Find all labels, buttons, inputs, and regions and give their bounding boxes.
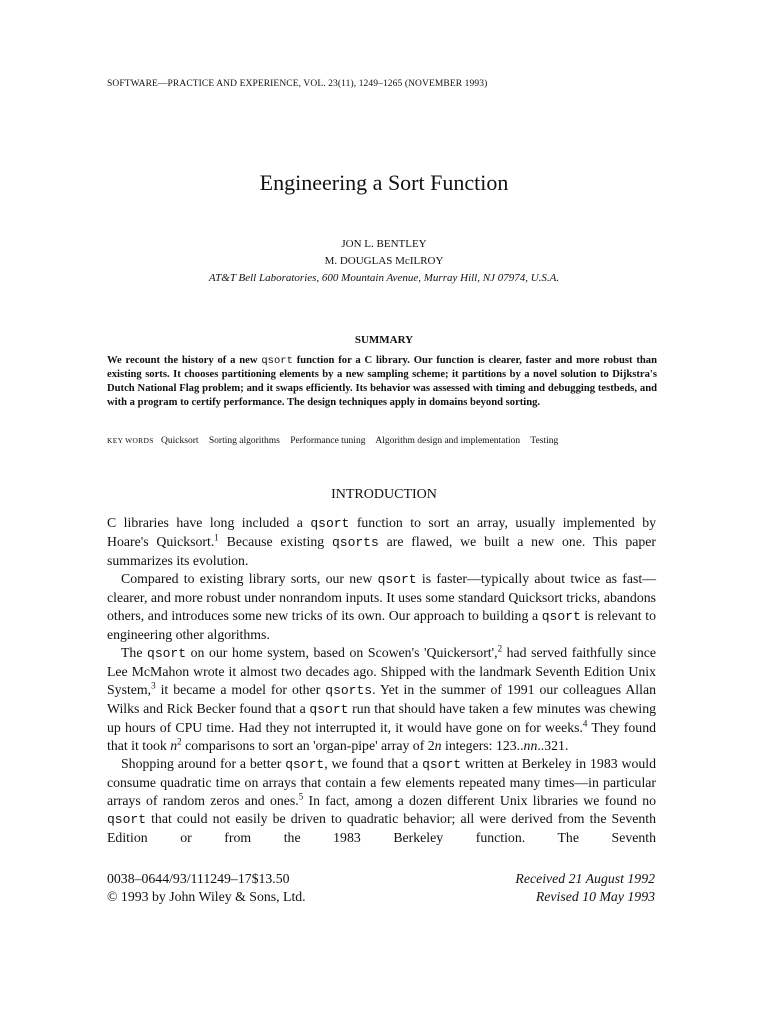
paragraph: The qsort on our home system, based on Scowen's 'Quickersort',$^2$ had served faithfully since Lee McMahon wrote it almost two decades ago. Shipped with the landmark Seventh Edition Unix System,$^3$ it became a model for other qsorts. Yet in the summer of 1991 our colleagues Allan Wilks and Rick Becker found that a qsort run that should have taken a few minutes was chewing up hours of CPU time. Had they not interrupted it, it would have gone on for weeks.$^4$ They found that it took $n^2$ comparisons to sort an 'organ-pipe' array of 2n integers: 123..nn..321. [107, 643, 657, 753]
footer-copyright: © 1993 by John Wiley & Sons, Ltd. [107, 889, 306, 904]
paragraph: Compared to existing library sorts, our new qsort is faster—typically about twice as fast—clearer, and more robust under nonrandom inputs. It uses some standard Quicksort tricks, abandons others, and introduces some new tricks of its own. Our approach to building a qsort is relevant to engineering other algorithms. [107, 571, 656, 642]
running-head: SOFTWARE—PRACTICE AND EXPERIENCE, VOL. 23(11), 1249–1265 (NOVEMBER 1993) [107, 79, 488, 89]
paragraph: C libraries have long included a qsort function to sort an array, usually implemented by [107, 515, 656, 531]
keyword: Testing [530, 436, 559, 446]
paragraph: summarizes its evolution. [107, 553, 249, 568]
summary-part: We recount the history of a new [107, 355, 262, 366]
summary-part: function for a C library. Our function is clearer, faster and more robust than existing sorts. It chooses partitioning elements by a new sampling scheme; it partitions by a novel solution to Dijkstra's Dutch National Flag problem; and it swaps efficiently. Its behavior was assessed with timing and debugging testbeds, and with a program to certify performance. The design techniques apply in domains beyond sorting. [107, 355, 657, 408]
author-block [0, 236, 768, 287]
footer-received: Received 21 August 1992 [515, 871, 655, 886]
author-1: JON L. BENTLEY [341, 238, 427, 250]
footer-publication-info [107, 870, 306, 906]
keywords [107, 436, 566, 446]
author-2: M. DOUGLAS McILROY [324, 255, 444, 267]
paragraph: Shopping around for a better qsort, we found that a qsort written at Berkeley in 1983 would consume quadratic time on arrays that contain a few elements repeated many times—in particular arrays of random zeros and ones.$^5$ In fact, among a dozen different Unix libraries we found no qsort that could not easily be driven to quadratic behavior; all were derived from the Seventh Edition or from the 1983 Berkeley function. The Seventh [107, 756, 656, 845]
summary-text [107, 354, 657, 410]
footer-dates [515, 870, 655, 906]
keyword: Performance tuning [290, 436, 366, 446]
section-heading-introduction: INTRODUCTION [331, 487, 437, 502]
paragraph: Hoare's Quicksort.$^1$ Because existing qsorts are flawed, we built a new one. This paper [107, 532, 656, 550]
affiliation: AT&T Bell Laboratories, 600 Mountain Avenue, Murray Hill, NJ 07974, U.S.A. [208, 272, 560, 284]
footer-code: 0038–0644/93/111249–17$13.50 [107, 871, 290, 886]
summary-heading: SUMMARY [354, 334, 414, 346]
paper-title: Engineering a Sort Function [259, 170, 509, 195]
keywords-label: KEY WORDS [107, 436, 154, 445]
summary-code: qsort [261, 355, 293, 367]
body-text [107, 514, 656, 847]
keyword: Algorithm design and implementation [375, 436, 521, 446]
keyword: Quicksort [161, 436, 199, 446]
footer-revised: Revised 10 May 1993 [535, 889, 655, 904]
keyword: Sorting algorithms [208, 436, 280, 446]
